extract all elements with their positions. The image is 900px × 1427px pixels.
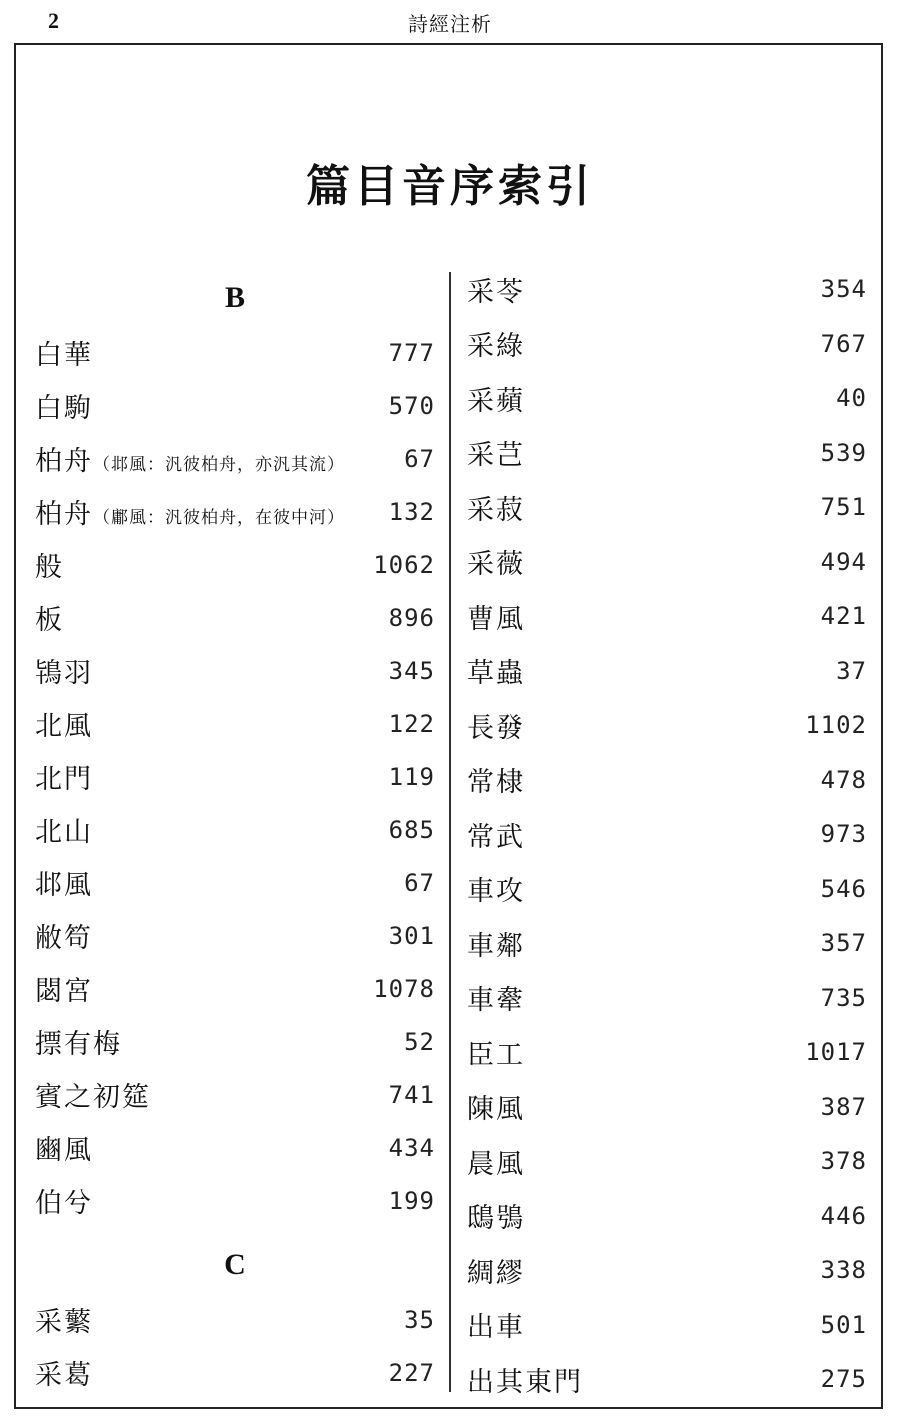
entry-title xyxy=(35,1300,93,1339)
entry-title-text: 邶風 xyxy=(35,870,93,901)
entry-title xyxy=(35,969,93,1008)
index-entry xyxy=(35,1174,435,1227)
entry-title-text: 采葛 xyxy=(35,1360,93,1391)
entry-title-text: 車攻 xyxy=(467,876,525,908)
index-entry xyxy=(467,862,867,917)
index-entry xyxy=(467,1080,867,1135)
index-entry xyxy=(35,697,435,750)
index-entry xyxy=(467,317,867,372)
entry-title xyxy=(35,1353,93,1392)
entry-title xyxy=(35,1075,151,1114)
entry-page-number: 1078 xyxy=(373,974,435,1003)
entry-page-number: 685 xyxy=(388,815,435,844)
entry-page-number: 227 xyxy=(388,1358,435,1387)
entry-title-text: 陳風 xyxy=(467,1094,525,1126)
column-divider xyxy=(449,272,451,1392)
entry-title xyxy=(467,1142,525,1181)
index-entry xyxy=(467,753,867,808)
entry-page-number: 387 xyxy=(820,1092,867,1121)
entry-title-text: 鴟鴞 xyxy=(467,1203,525,1235)
entry-title xyxy=(35,439,345,478)
entry-title-text: 北山 xyxy=(35,817,93,848)
entry-title-text: 車鄰 xyxy=(467,930,525,962)
entry-page-number: 338 xyxy=(820,1256,867,1285)
index-entry xyxy=(467,1243,867,1298)
section-heading-b: B xyxy=(224,281,245,314)
index-entry xyxy=(35,1346,435,1399)
entry-title-text: 采菽 xyxy=(467,494,525,526)
index-entry xyxy=(35,1015,435,1068)
entry-title xyxy=(467,1087,525,1126)
entry-note: （鄘風：汎彼柏舟，在彼中河） xyxy=(93,508,345,528)
entry-title xyxy=(467,379,525,418)
entry-title xyxy=(35,386,93,425)
entry-title-text: 采芑 xyxy=(467,440,525,472)
entry-title xyxy=(467,924,525,963)
entry-page-number: 741 xyxy=(388,1080,435,1109)
index-title: 篇目音序索引 xyxy=(306,161,594,212)
entry-title-text: 出其東門 xyxy=(467,1366,583,1398)
entry-page-number: 751 xyxy=(820,493,867,522)
entry-title-text: 白華 xyxy=(35,340,93,371)
entry-note: （邶風：汎彼柏舟，亦汎其流） xyxy=(93,455,345,475)
entry-page-number: 767 xyxy=(820,329,867,358)
index-entry xyxy=(35,432,435,485)
entry-title xyxy=(467,1251,525,1290)
entry-page-number: 67 xyxy=(404,444,435,473)
entry-title xyxy=(467,597,525,636)
entry-title xyxy=(35,1181,93,1220)
entry-page-number: 37 xyxy=(836,656,867,685)
entry-page-number: 1017 xyxy=(805,1038,867,1067)
index-entry xyxy=(467,1189,867,1244)
entry-title xyxy=(35,333,93,372)
entry-title xyxy=(467,542,525,581)
entry-title xyxy=(35,704,93,743)
entry-title-text: 敝笱 xyxy=(35,923,93,954)
entry-title-text: 豳風 xyxy=(35,1135,93,1166)
entry-title-text: 常武 xyxy=(467,821,525,853)
entry-title xyxy=(467,433,525,472)
index-entry xyxy=(35,909,435,962)
entry-page-number: 494 xyxy=(820,547,867,576)
entry-page-number: 421 xyxy=(820,602,867,631)
entry-title-text: 白駒 xyxy=(35,393,93,424)
entry-title-text: 板 xyxy=(35,605,64,636)
entry-title xyxy=(35,1022,122,1061)
entry-page-number: 275 xyxy=(820,1365,867,1394)
entry-title xyxy=(467,1305,525,1344)
index-entry xyxy=(35,856,435,909)
index-entry xyxy=(467,1025,867,1080)
entry-title-text: 采苓 xyxy=(467,276,525,308)
entry-page-number: 199 xyxy=(388,1186,435,1215)
index-entry xyxy=(35,962,435,1015)
page-number: 2 xyxy=(48,8,59,33)
entry-title xyxy=(35,598,64,637)
entry-title-text: 草蟲 xyxy=(467,658,525,690)
index-entry xyxy=(467,589,867,644)
entry-page-number: 777 xyxy=(388,338,435,367)
entry-title-text: 般 xyxy=(35,552,64,583)
index-entry xyxy=(467,1298,867,1353)
entry-page-number: 1062 xyxy=(373,550,435,579)
index-entry xyxy=(35,750,435,803)
entry-title xyxy=(35,757,93,796)
entry-title-text: 閟宮 xyxy=(35,976,93,1007)
index-entry xyxy=(467,480,867,535)
index-entry xyxy=(467,807,867,862)
entry-page-number: 735 xyxy=(820,983,867,1012)
entry-title xyxy=(467,1360,583,1399)
index-entry xyxy=(467,371,867,426)
entry-page-number: 132 xyxy=(388,497,435,526)
entry-page-number: 501 xyxy=(820,1310,867,1339)
index-entry xyxy=(35,326,435,379)
entry-title xyxy=(467,270,525,309)
entry-page-number: 478 xyxy=(820,765,867,794)
index-entry xyxy=(35,485,435,538)
running-head: 詩經注析 xyxy=(408,12,492,36)
entry-page-number: 357 xyxy=(820,929,867,958)
index-entry xyxy=(467,426,867,481)
entry-title xyxy=(467,324,525,363)
entry-title xyxy=(35,810,93,849)
index-entry xyxy=(35,591,435,644)
entry-title xyxy=(467,1196,525,1235)
entry-title-text: 出車 xyxy=(467,1312,525,1344)
entry-title xyxy=(467,651,525,690)
entry-page-number: 1102 xyxy=(805,711,867,740)
entry-page-number: 539 xyxy=(820,438,867,467)
entry-title-text: 晨風 xyxy=(467,1148,525,1180)
index-entry xyxy=(35,644,435,697)
entry-title xyxy=(467,706,525,745)
entry-title-text: 北風 xyxy=(35,711,93,742)
entry-title-text: 北門 xyxy=(35,764,93,795)
index-entry xyxy=(35,538,435,591)
entry-title xyxy=(467,815,525,854)
entry-title xyxy=(35,916,93,955)
index-entry xyxy=(467,971,867,1026)
section-heading-c: C xyxy=(224,1248,246,1281)
entry-title-text: 采綠 xyxy=(467,331,525,363)
index-entry xyxy=(35,1293,435,1346)
entry-page-number: 434 xyxy=(388,1133,435,1162)
index-entry xyxy=(467,1352,867,1407)
entry-title-text: 柏舟 xyxy=(35,446,93,477)
entry-title-text: 曹風 xyxy=(467,603,525,635)
index-entry xyxy=(35,379,435,432)
entry-title-text: 采蘋 xyxy=(467,385,525,417)
entry-page-number: 354 xyxy=(820,275,867,304)
index-entry xyxy=(35,1068,435,1121)
right-column xyxy=(467,262,867,1407)
entry-page-number: 122 xyxy=(388,709,435,738)
entry-title xyxy=(467,760,525,799)
index-entry xyxy=(467,916,867,971)
index-entry xyxy=(467,262,867,317)
right-column-list xyxy=(467,262,867,1407)
index-entry xyxy=(35,1121,435,1174)
entry-page-number: 446 xyxy=(820,1201,867,1230)
entry-title xyxy=(467,978,525,1017)
entry-page-number: 378 xyxy=(820,1147,867,1176)
entry-page-number: 973 xyxy=(820,820,867,849)
entry-title-text: 采薇 xyxy=(467,549,525,581)
entry-page-number: 896 xyxy=(388,603,435,632)
left-column xyxy=(35,270,435,1399)
index-entry xyxy=(467,535,867,590)
entry-title-text: 摽有梅 xyxy=(35,1029,122,1060)
entry-title-text: 臣工 xyxy=(467,1039,525,1071)
entry-title xyxy=(467,1033,525,1072)
entry-title-text: 車舝 xyxy=(467,985,525,1017)
entry-title xyxy=(467,869,525,908)
entry-title-text: 長發 xyxy=(467,712,525,744)
entry-page-number: 345 xyxy=(388,656,435,685)
index-entry xyxy=(467,698,867,753)
index-entry xyxy=(467,644,867,699)
entry-title xyxy=(35,651,93,690)
entry-page-number: 301 xyxy=(388,921,435,950)
entry-title-text: 伯兮 xyxy=(35,1188,93,1219)
entry-page-number: 52 xyxy=(404,1027,435,1056)
section-b-list xyxy=(35,326,435,1227)
entry-page-number: 570 xyxy=(388,391,435,420)
entry-page-number: 35 xyxy=(404,1305,435,1334)
index-entry xyxy=(35,803,435,856)
entry-title xyxy=(35,1128,93,1167)
entry-page-number: 67 xyxy=(404,868,435,897)
entry-page-number: 119 xyxy=(388,762,435,791)
entry-page-number: 40 xyxy=(836,384,867,413)
section-c-list xyxy=(35,1293,435,1399)
entry-title xyxy=(467,488,525,527)
entry-title-text: 鴇羽 xyxy=(35,658,93,689)
entry-title-text: 柏舟 xyxy=(35,499,93,530)
entry-title-text: 采蘩 xyxy=(35,1307,93,1338)
entry-title xyxy=(35,863,93,902)
entry-title-text: 綢繆 xyxy=(467,1257,525,1289)
entry-title xyxy=(35,492,345,531)
entry-title xyxy=(35,545,64,584)
index-entry xyxy=(467,1134,867,1189)
entry-title-text: 賓之初筵 xyxy=(35,1082,151,1113)
entry-page-number: 546 xyxy=(820,874,867,903)
entry-title-text: 常棣 xyxy=(467,767,525,799)
